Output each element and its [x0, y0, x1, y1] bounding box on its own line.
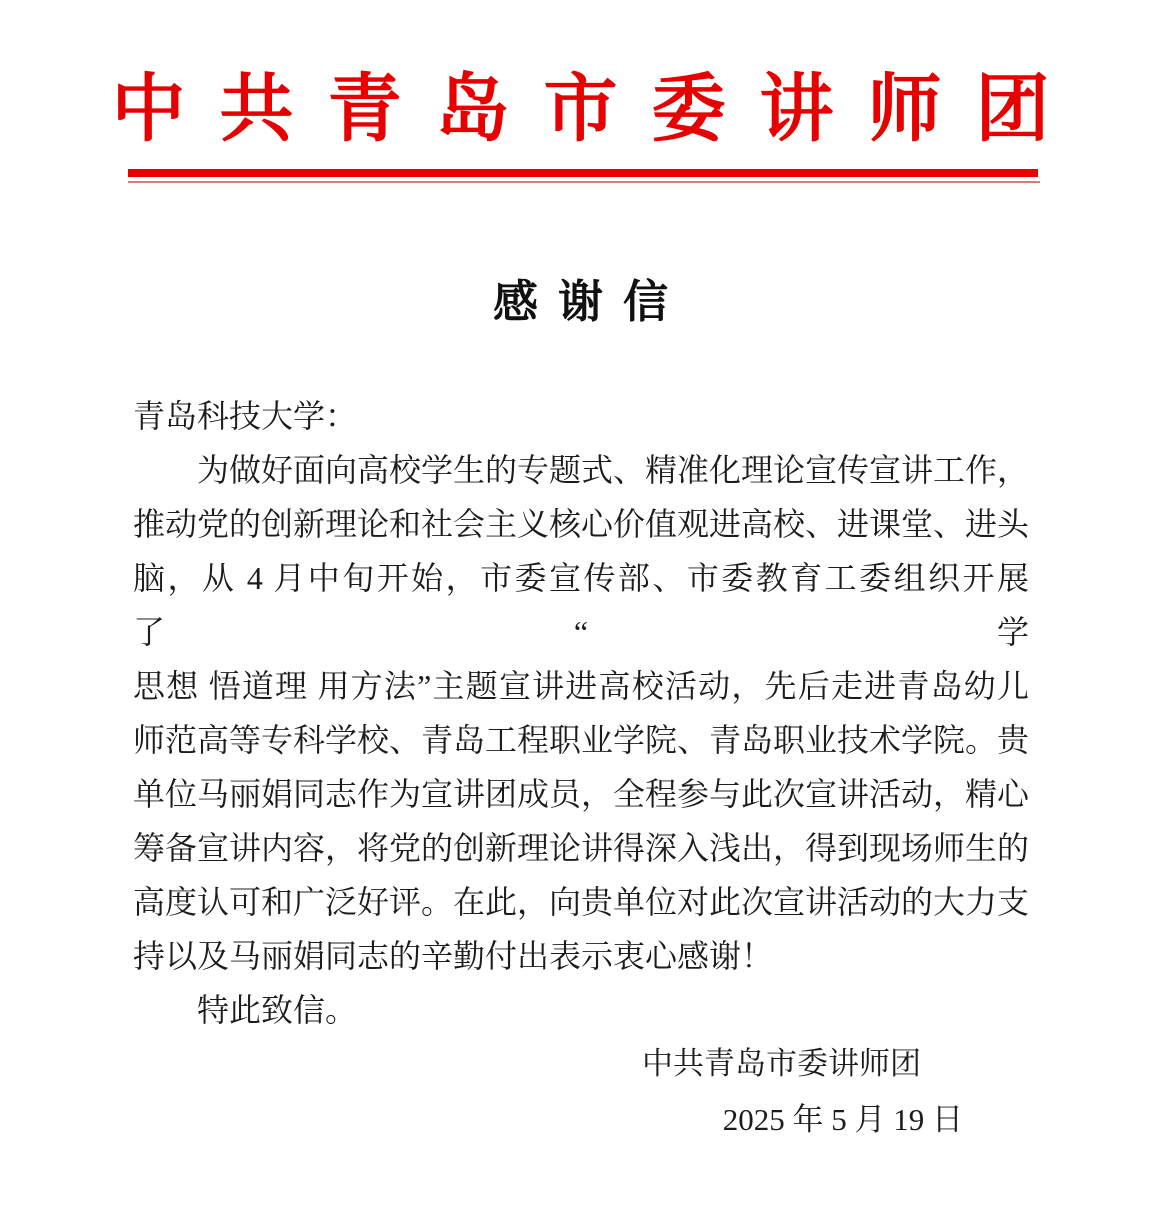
letter-body [133, 389, 1029, 1037]
letterhead-rule-thick [128, 169, 1038, 177]
body-line: 为做好面向高校学生的专题式、精准化理论宣传宣讲工作， [197, 452, 1030, 488]
body-line: 筹备宣讲内容，将党的创新理论讲得深入浅出，得到现场师生的 [133, 830, 1030, 866]
body-line: 推动党的创新理论和社会主义核心价值观进高校、进课堂、进头 [133, 506, 1030, 542]
signature-org: 中共青岛市委讲师团 [642, 1046, 921, 1081]
letter-title: 感谢信 [492, 277, 688, 327]
letterhead-rule-thin [128, 181, 1040, 183]
signature-date: 2025 年 5 月 19 日 [722, 1102, 963, 1137]
body-line: 高度认可和广泛好评。在此，向贵单位对此次宣讲活动的大力支 [133, 884, 1030, 920]
letterhead-org-name: 中共青岛市委讲师团 [111, 69, 1084, 151]
closing-line: 特此致信。 [197, 992, 358, 1028]
body-line: 持以及马丽娟同志的辛勤付出表示衷心感谢！ [133, 938, 774, 974]
body-line: 单位马丽娟同志作为宣讲团成员，全程参与此次宣讲活动，精心 [133, 776, 1030, 812]
body-line: 思想 悟道理 用方法”主题宣讲进高校活动，先后走进青岛幼儿 [133, 668, 1029, 704]
body-line: 师范高等专科学校、青岛工程职业学院、青岛职业技术学院。贵 [133, 722, 1030, 758]
body-line: 脑，从 4 月中旬开始，市委宣传部、市委教育工委组织开展了“学 [133, 560, 1029, 650]
salutation-line: 青岛科技大学： [133, 398, 358, 434]
